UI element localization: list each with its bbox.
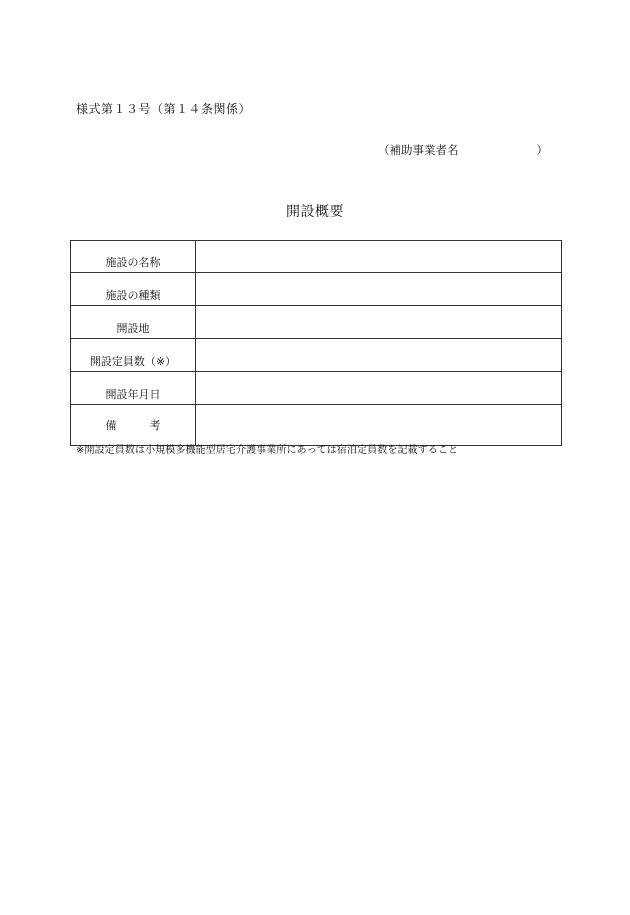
applicant-name-close: ） bbox=[536, 143, 548, 157]
row-value-facility-name[interactable] bbox=[196, 241, 562, 273]
row-label-facility-name: 施設の名称 bbox=[71, 241, 196, 273]
table-row bbox=[71, 273, 562, 306]
row-label-remarks: 備 考 bbox=[71, 405, 196, 446]
applicant-name-label: （補助事業者名 bbox=[378, 143, 459, 157]
row-label-capacity: 開設定員数（※） bbox=[71, 339, 196, 372]
row-label-location: 開設地 bbox=[71, 306, 196, 339]
row-value-capacity[interactable] bbox=[196, 339, 562, 372]
document-title: 開設概要 bbox=[286, 204, 344, 220]
capacity-footnote: ※開設定員数は小規模多機能型居宅介護事業所にあっては宿泊定員数を記載すること bbox=[76, 445, 459, 456]
row-label-facility-type: 施設の種類 bbox=[71, 273, 196, 306]
row-value-opening-date[interactable] bbox=[196, 372, 562, 405]
row-value-location[interactable] bbox=[196, 306, 562, 339]
row-label-opening-date: 開設年月日 bbox=[71, 372, 196, 405]
table-row bbox=[71, 339, 562, 372]
table-row bbox=[71, 405, 562, 446]
opening-summary-table bbox=[70, 240, 562, 446]
form-number: 様式第１３号（第１４条関係） bbox=[76, 102, 252, 116]
table-row bbox=[71, 306, 562, 339]
table-row bbox=[71, 372, 562, 405]
row-value-facility-type[interactable] bbox=[196, 273, 562, 306]
applicant-name-line bbox=[378, 142, 548, 158]
table-row bbox=[71, 241, 562, 273]
row-value-remarks[interactable] bbox=[196, 405, 562, 446]
